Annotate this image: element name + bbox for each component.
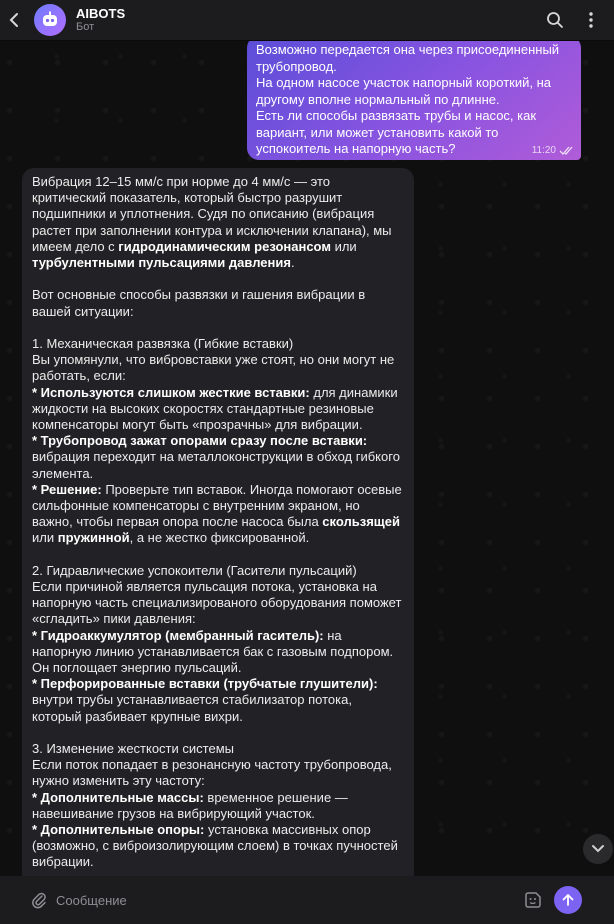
menu-button[interactable] <box>580 9 602 31</box>
chat-subtitle: Бот <box>76 21 95 33</box>
item-bold: * Дополнительные опоры: <box>32 822 205 838</box>
attach-button[interactable] <box>28 889 50 911</box>
item-text-end: , а не жестко фиксированной. <box>129 530 310 546</box>
back-button[interactable] <box>2 0 26 40</box>
header-actions <box>544 9 602 31</box>
scroll-down-button[interactable] <box>583 834 613 864</box>
item-bold: * Решение: <box>32 481 102 497</box>
section-2-item-2 <box>32 676 404 725</box>
chat-header <box>0 0 614 41</box>
chat-title: AIBOTS <box>76 6 126 21</box>
send-button[interactable] <box>554 886 582 914</box>
chevron-down-icon <box>591 844 605 854</box>
paperclip-icon <box>31 891 47 909</box>
item-text: временное решение — навешивание грузов на вибрирующий участок. <box>32 789 348 821</box>
avatar[interactable] <box>34 4 66 36</box>
intro-or: или <box>330 238 357 254</box>
more-vertical-icon <box>588 11 594 29</box>
lead-paragraph: Вот основные способы развязки и гашения вибрации в вашей ситуации: <box>32 287 366 319</box>
section-2-title: 2. Гидравлические успокоители (Гасители пульсаций) <box>32 562 357 578</box>
section-1-item-1 <box>32 385 404 434</box>
item-bold-inline: скользящей <box>322 514 400 530</box>
item-bold: * Трубопровод зажат опорами сразу после вставки: <box>32 433 368 449</box>
chevron-left-icon <box>8 12 20 28</box>
item-text: Проверьте тип вставок. Иногда помогают осевые сильфонные компенсаторы с внутренним экраном, но важно, чтобы первая опора после насоса была <box>32 481 402 530</box>
bot-icon <box>40 10 60 30</box>
incoming-message[interactable] <box>22 168 414 888</box>
arrow-up-icon <box>561 893 575 907</box>
intro-text: Вибрация 12–15 мм/с при норме до 4 мм/с — это критический показатель, который быстро разрушит подшипники и уплотнения. Судя по описанию (вибрация растет при заполнении контура и исключении клапана), мы имеем дело с <box>32 174 392 254</box>
section-1-item-3 <box>32 482 404 547</box>
item-or: или <box>32 530 58 546</box>
chat-title-box[interactable] <box>76 6 125 34</box>
sticker-button[interactable] <box>522 889 544 911</box>
search-button[interactable] <box>544 9 566 31</box>
message-composer <box>0 876 614 924</box>
message-input[interactable] <box>54 892 498 909</box>
section-3-text: Если поток попадает в резонансную частоту трубопровода, нужно изменить эту частоту: <box>32 757 392 789</box>
section-3-title: 3. Изменение жесткости системы <box>32 741 234 757</box>
item-text: вибрация переходит на металлоконструкции в обход гибкого элемента. <box>32 449 400 481</box>
section-1-text: Вы упомянули, что вибровставки уже стоят, но они могут не работать, если: <box>32 352 395 384</box>
intro-bold-1: гидродинамическим резонансом <box>118 238 331 254</box>
message-time: 11:20 <box>531 145 556 156</box>
intro-end: . <box>290 255 295 271</box>
sticker-icon <box>524 891 542 909</box>
item-text: для динамики жидкости на высоких скоростях стандартные резиновые компенсаторы могут быть «прозрачны» для вибрации. <box>32 384 398 433</box>
item-bold: * Дополнительные массы: <box>32 789 204 805</box>
item-bold: * Гидроаккумулятор (мембранный гаситель): <box>32 627 324 643</box>
outgoing-message-text: Возможно передается она через присоединенный трубопровод. На одном насосе участок напорный короткий, на другому вполне нормальный по длинне. Есть ли способы развязать трубы и насос, как вариант, или может установить какой то успокоитель на напорную часть? <box>256 42 560 156</box>
section-3-item-2 <box>32 822 404 871</box>
outgoing-message[interactable] <box>247 36 581 160</box>
section-2-text: Если причиной является пульсация потока, установка на напорную часть специализированого оборудования поможет «сгладить» пики давления: <box>32 579 402 627</box>
search-icon <box>546 11 564 29</box>
section-2-item-1 <box>32 628 404 677</box>
section-1-item-2 <box>32 433 404 482</box>
intro-bold-2: турбулентными пульсациями давления <box>32 255 291 271</box>
item-text: на напорную линию устанавливается бак с газовым подпором. Он поглощает энергию пульсаций. <box>32 627 394 676</box>
section-3-item-1 <box>32 790 404 822</box>
item-bold-inline: пружинной <box>57 530 130 546</box>
section-1-title: 1. Механическая развязка (Гибкие вставки) <box>32 336 294 351</box>
message-meta <box>532 145 573 156</box>
item-text: внутри трубы устанавливается стабилизатор потока, который разбивает крупные вихри. <box>32 692 352 724</box>
item-text: установка массивных опор (возможно, с виброизолирующим слоем) в точках пучностей вибрации. <box>32 822 398 870</box>
double-check-icon <box>559 146 573 155</box>
item-bold: * Перфорированные вставки (трубчатые глушители): <box>32 676 378 692</box>
intro-paragraph <box>32 174 404 271</box>
item-bold: * Используются слишком жесткие вставки: <box>32 384 310 400</box>
